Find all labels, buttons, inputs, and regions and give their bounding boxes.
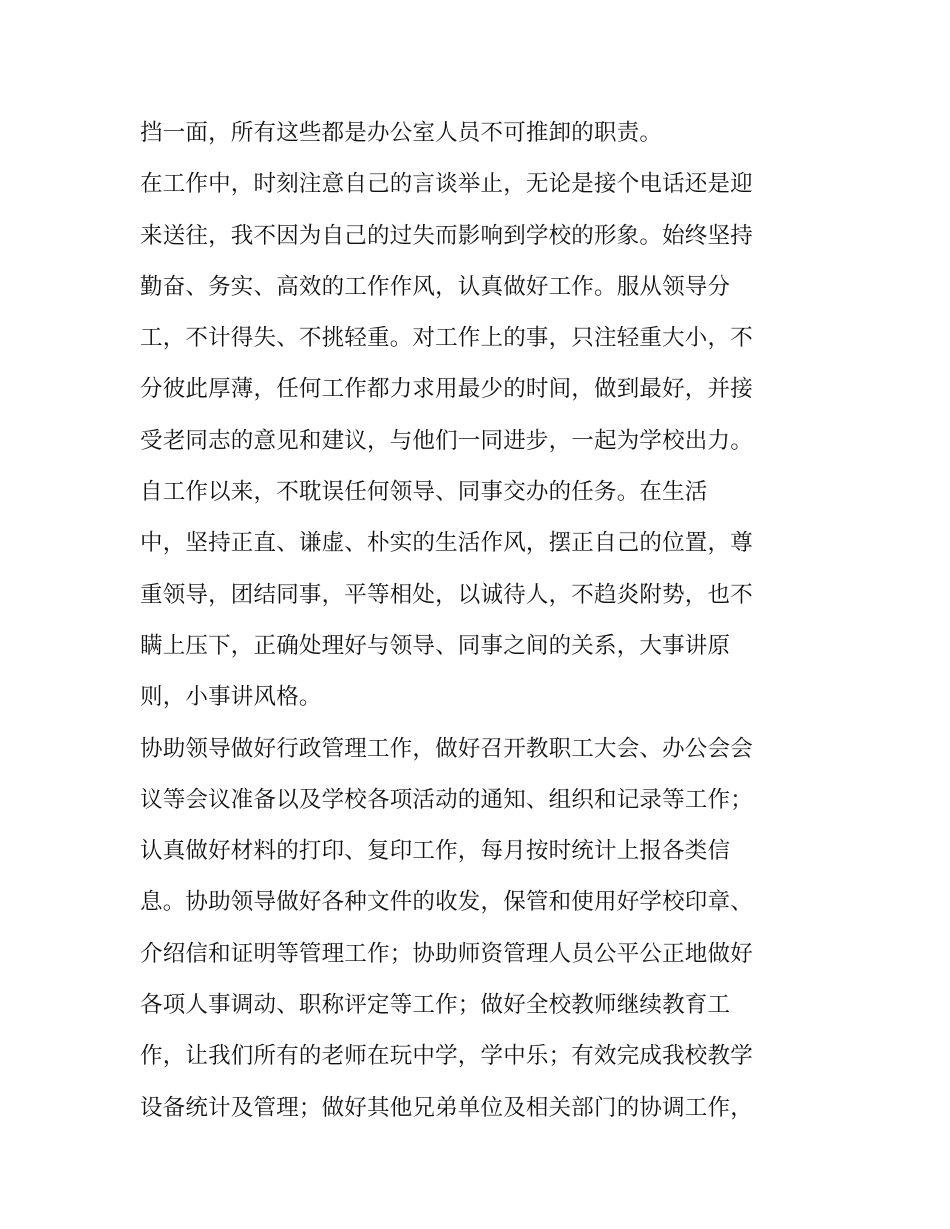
text-line: 分彼此厚薄，任何工作都力求用最少的时间，做到最好，并接	[140, 376, 753, 403]
body-text	[140, 108, 820, 1134]
text-line: 在工作中，时刻注意自己的言谈举止，无论是接个电话还是迎	[140, 171, 753, 198]
text-line: 议等会议准备以及学校各项活动的通知、组织和记录等工作；	[140, 786, 753, 813]
text-line: 挡一面，所有这些都是办公室人员不可推卸的职责。	[140, 120, 663, 146]
text-line: 自工作以来，不耽误任何领导、同事交办的任务。在生活	[140, 479, 708, 506]
text-line: 瞒上压下，正确处理好与领导、同事之间的关系，大事讲原	[140, 632, 731, 659]
text-line: 来送往，我不因为自己的过失而影响到学校的形象。始终坚持	[140, 222, 753, 249]
text-line: 勤奋、务实、高效的工作作风，认真做好工作。服从领导分	[140, 273, 731, 300]
text-line: 重领导，团结同事，平等相处，以诚待人，不趋炎附势，也不	[140, 581, 753, 608]
text-line: 认真做好材料的打印、复印工作，每月按时统计上报各类信	[140, 838, 731, 865]
text-line: 则，小事讲风格。	[140, 684, 322, 711]
text-line: 受老同志的意见和建议，与他们一同进步，一起为学校出力。	[140, 427, 753, 454]
text-line: 中，坚持正直、谦虚、朴实的生活作风，摆正自己的位置，尊	[140, 530, 753, 557]
text-line: 工，不计得失、不挑轻重。对工作上的事，只注轻重大小，不	[140, 325, 753, 352]
text-line: 介绍信和证明等管理工作；协助师资管理人员公平公正地做好	[140, 940, 753, 967]
text-line: 息。协助领导做好各种文件的收发，保管和使用好学校印章、	[140, 889, 753, 916]
text-line: 协助领导做好行政管理工作，做好召开教职工大会、办公会会	[140, 735, 753, 762]
text-line: 作，让我们所有的老师在玩中学，学中乐；有效完成我校教学	[140, 1043, 753, 1070]
text-line: 设备统计及管理；做好其他兄弟单位及相关部门的协调工作，	[140, 1094, 753, 1121]
text-line: 各项人事调动、职称评定等工作；做好全校教师继续教育工	[140, 992, 731, 1019]
